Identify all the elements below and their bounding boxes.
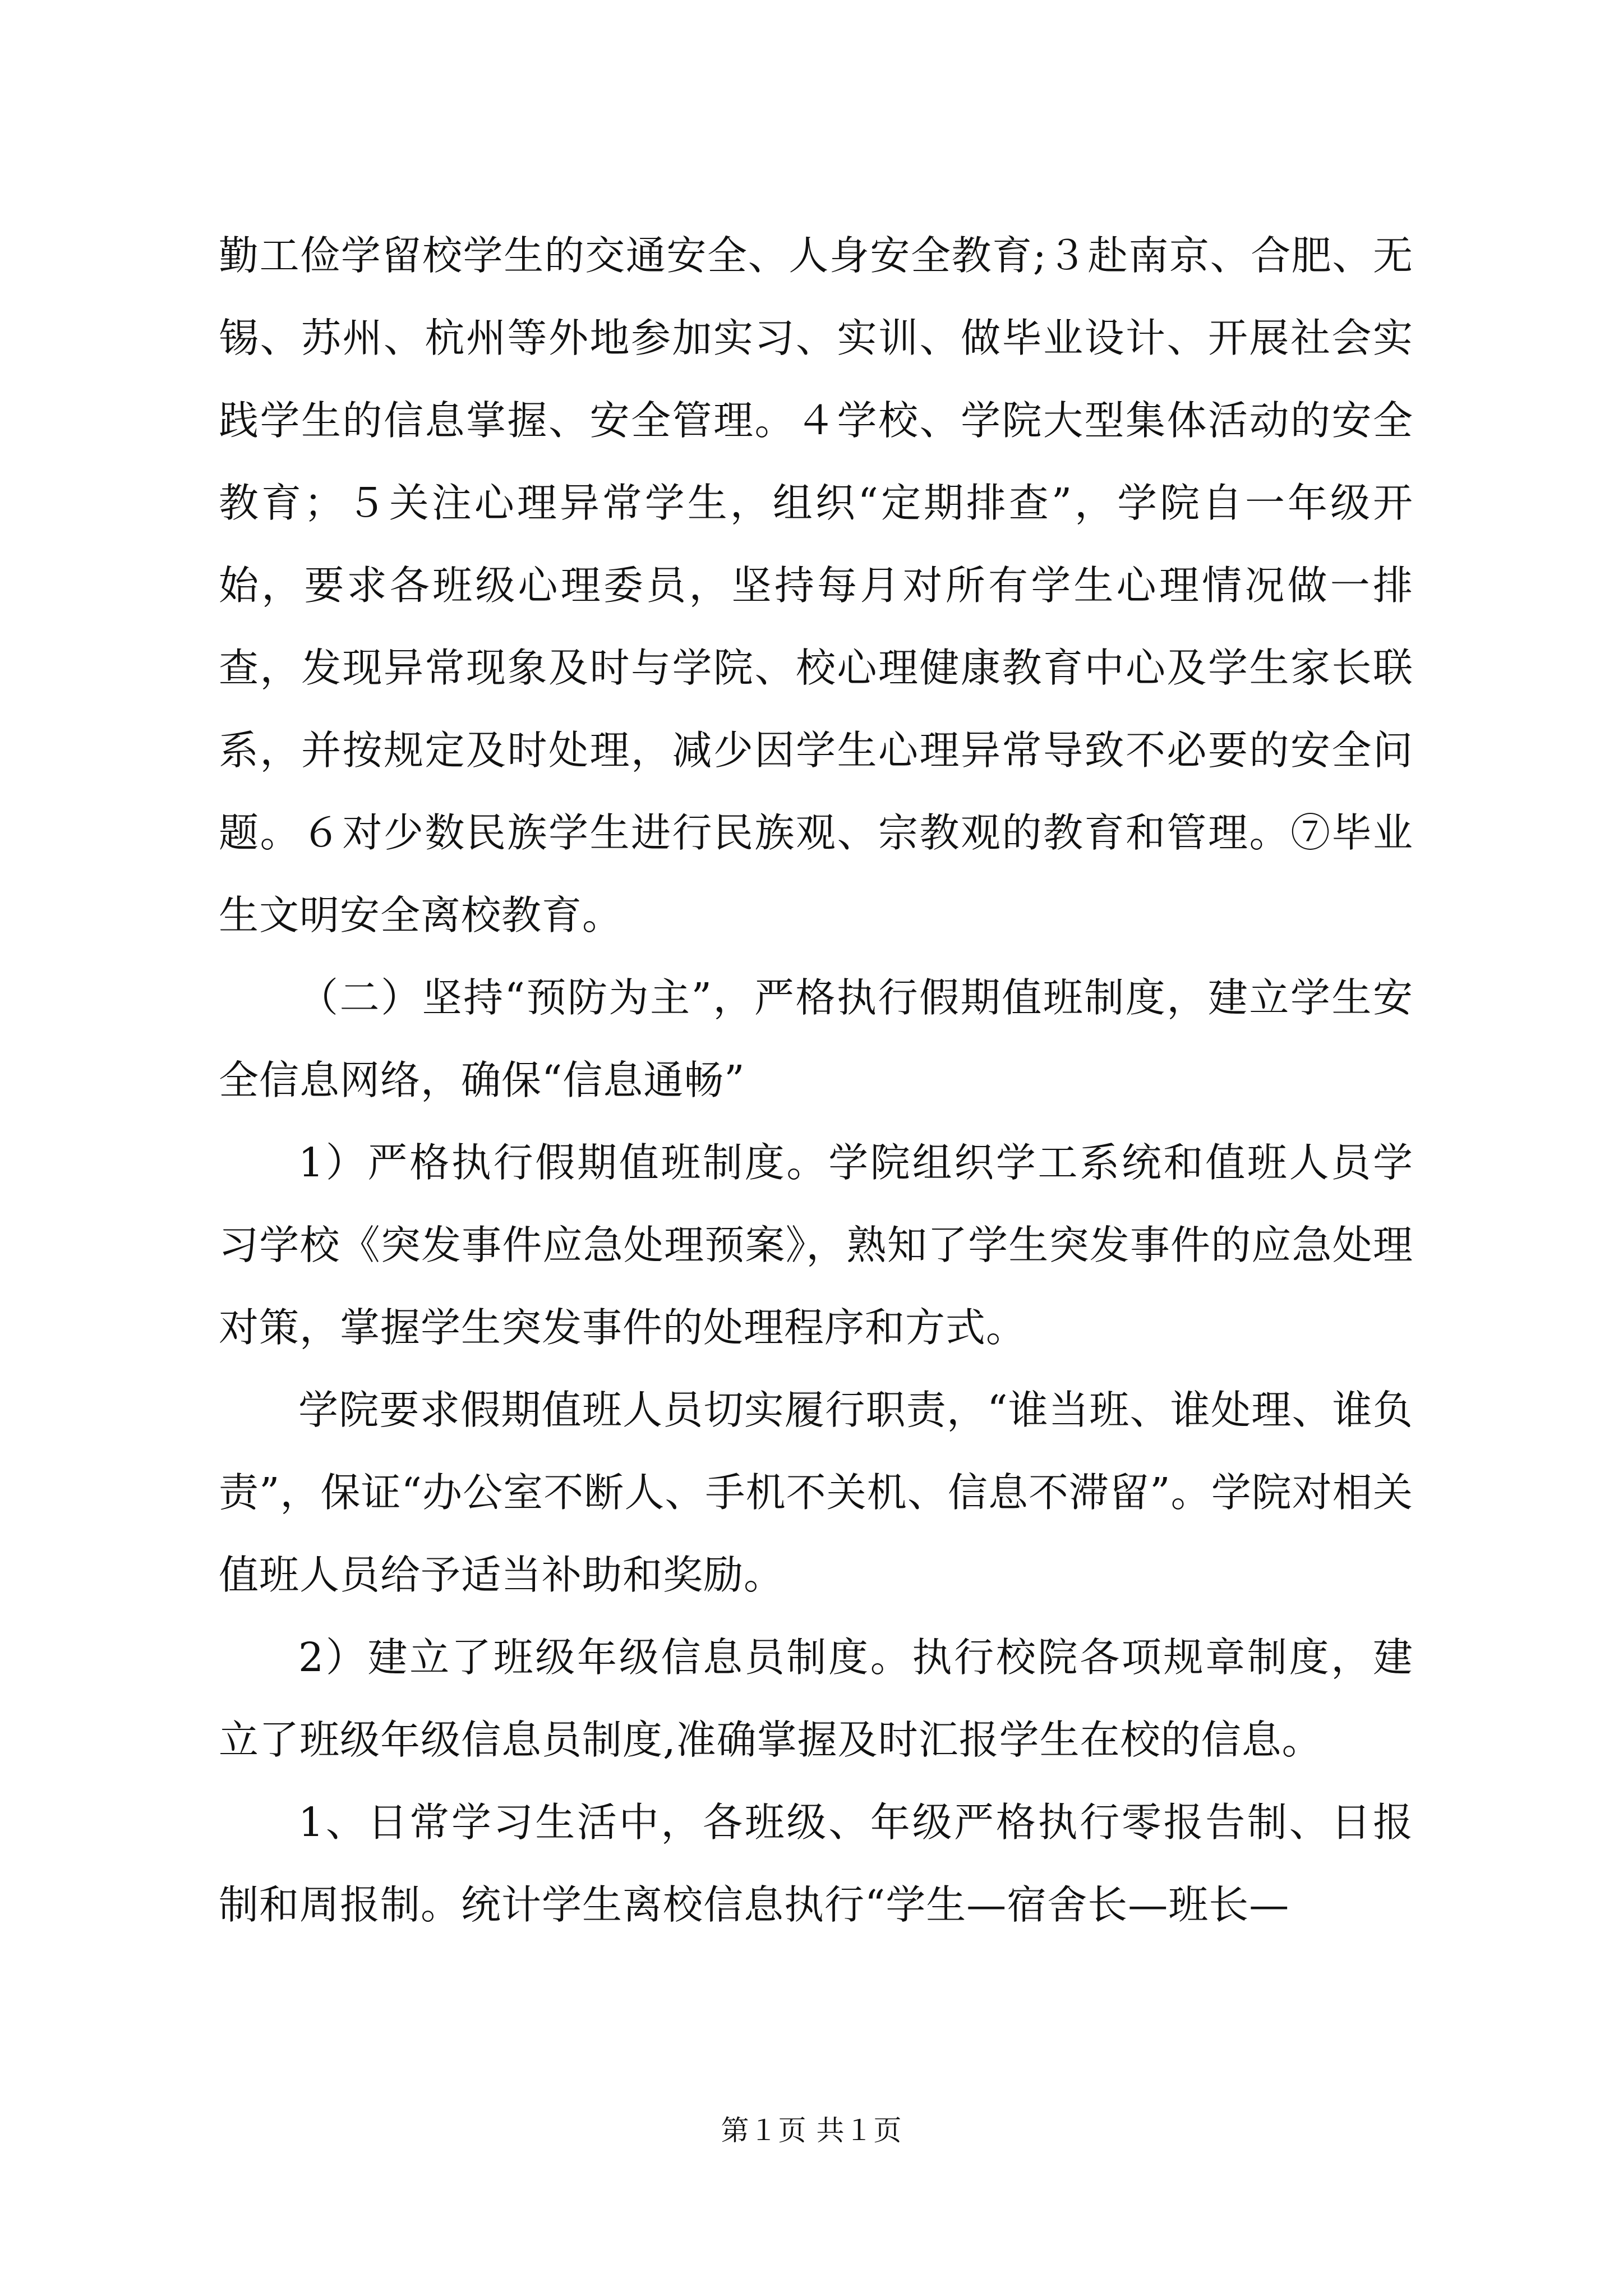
- page-number-footer: 第１页 共１页: [721, 2114, 902, 2147]
- paragraph-heading-prevention: （二）坚持“预防为主”，严格执行假期值班制度，建立学生安全信息网络，确保“信息通畅”: [219, 974, 1413, 1103]
- document-body: [219, 214, 1413, 1946]
- paragraph-daily-reporting: 1、日常学习生活中，各班级、年级严格执行零报告制、日报制和周报制。统计学生离校信息执行“学生—宿舍长—班长—: [219, 1799, 1413, 1928]
- paragraph-safety-education: 勤工俭学留校学生的交通安全、人身安全教育;３赴南京、合肥、无锡、苏州、杭州等外地参加实习、实训、做毕业设计、开展社会实践学生的信息掌握、安全管理。４学校、学院大型集体活动的安全教育；５关注心理异常学生，组织“定期排查”，学院自一年级开始，要求各班级心理委员，坚持每月对所有学生心理情况做一排查，发现异常现象及时与学院、校心理健康教育中心及学生家长联系，并按规定及时处理，减少因学生心理异常导致不必要的安全问题。６对少数民族学生进行民族观、宗教观的教育和管理。⑦毕业生文明安全离校教育。: [219, 232, 1413, 938]
- paragraph-information-officer: 2）建立了班级年级信息员制度。执行校院各项规章制度，建立了班级年级信息员制度,准确掌握及时汇报学生在校的信息。: [219, 1634, 1413, 1763]
- paragraph-duty-responsibilities: 学院要求假期值班人员切实履行职责，“谁当班、谁处理、谁负责”，保证“办公室不断人、手机不关机、信息不滞留”。学院对相关值班人员给予适当补助和奖励。: [219, 1387, 1413, 1598]
- paragraph-holiday-duty: 1）严格执行假期值班制度。学院组织学工系统和值班人员学习学校《突发事件应急处理预案》，熟知了学生突发事件的应急处理对策，掌握学生突发事件的处理程序和方式。: [219, 1139, 1413, 1351]
